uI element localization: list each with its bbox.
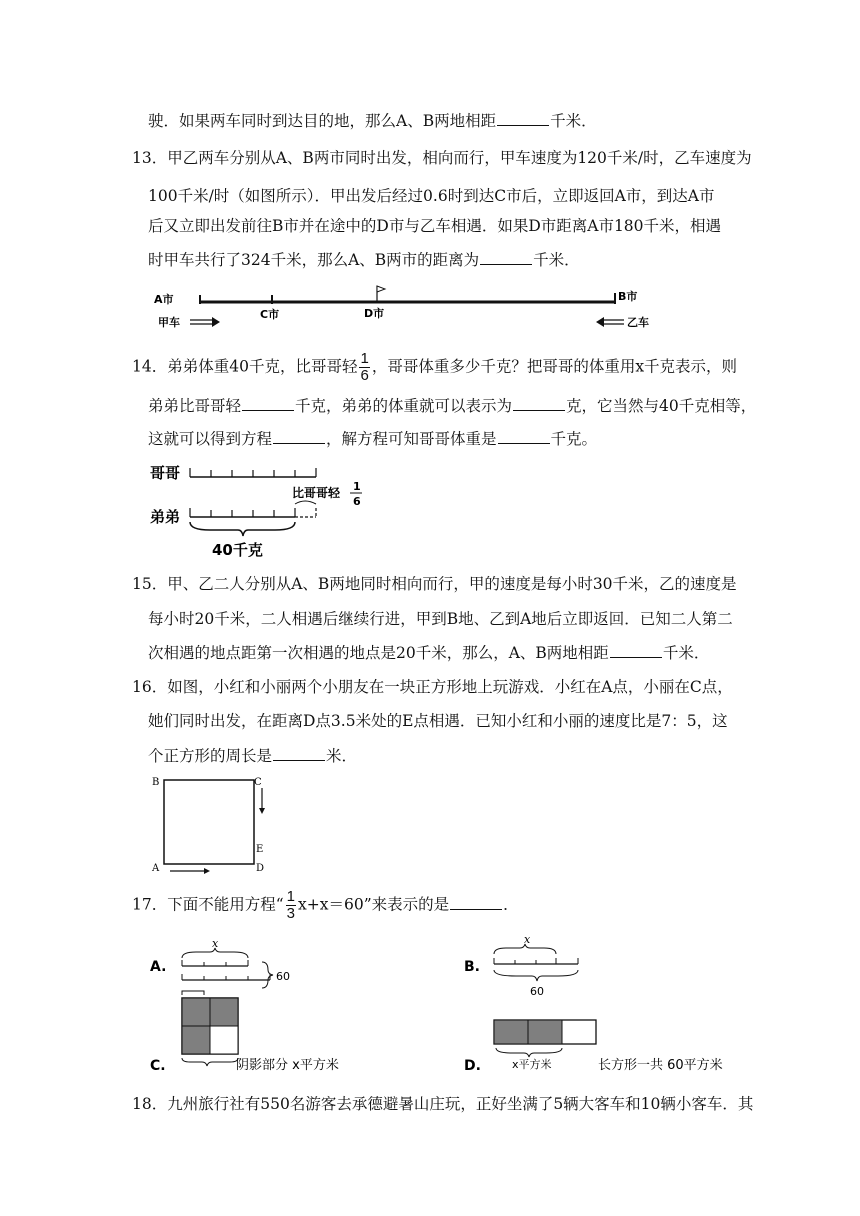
didi-ticks [190,508,295,517]
answer-blank[interactable] [480,249,532,265]
down-arrow-icon [259,788,265,814]
note-frac-den: 6 [353,495,361,508]
q15-text: 每小时20千米，二人相遇后继续行进，甲到B地、乙到A地后立即返回．已知二人第二 [148,610,733,628]
right-arrow-icon [170,868,210,874]
right-arrow-icon [190,317,220,327]
q14-text: 千克，弟弟的体重就可以表示为 [295,397,513,415]
label-d-city: D市 [364,307,385,320]
fraction-one-sixth: $\frac{1}{6}$ [360,350,369,384]
left-arrow-icon [596,317,624,327]
q13-text: 后又立即出发前往B市并在途中的D市与乙车相遇．如果D市距离A市180千米，相遇 [148,217,722,235]
q13-text: 时甲车共行了324千米，那么A、B两市的距离为 [148,251,480,269]
q14-text: 弟弟体重40千克，比哥哥轻 [167,357,358,376]
option-b-label: B. [464,959,480,975]
label-d: D [256,863,265,874]
q16-text-end: 米． [326,747,358,765]
label-c: C [254,777,262,788]
q14-text: ，解方程可知哥哥体重是 [326,430,497,448]
option-d-sub: x平方米 [512,1058,552,1071]
label-didi: 弟弟 [150,508,181,526]
q12-text-end: 千米． [550,112,597,130]
label-note: 比哥哥轻 [292,486,341,500]
q18-line-1 [132,1094,753,1114]
q15-text: 次相遇的地点距第一次相遇的地点是20千米，那么，A、B两地相距 [148,644,609,662]
q17-options-diagram [146,934,746,1080]
q14-text: 这就可以得到方程 [148,430,273,448]
q13-line-1 [132,148,752,168]
label-gege: 哥哥 [150,464,181,482]
q17-text: x+x＝60”来表示的是 [298,895,450,914]
question-number: 17． [132,895,168,914]
question-number: 14． [132,357,168,376]
q15-line-1 [132,574,737,594]
q14-text: 千克。 [550,430,598,448]
answer-blank[interactable] [610,642,662,658]
note-frac-num: 1 [353,480,361,493]
q14-line-2 [148,395,756,416]
flag-icon [377,286,385,292]
gege-ticks [190,468,316,477]
option-c-label: C. [150,1058,166,1074]
q14-text: 弟弟比哥哥轻 [148,397,242,415]
label-car-jia: 甲车 [158,316,180,329]
answer-blank[interactable] [497,110,549,126]
label-a: A [152,863,160,874]
option-a-label: A. [150,959,167,975]
q13-text-end: 千米． [533,251,580,269]
didi-brace [190,522,295,536]
option-b-sixty: 60 [530,985,544,998]
q17-text-end: ． [503,895,519,914]
q16-square-diagram [148,772,278,876]
q16-text: 她们同时出发，在距离D点3.5米处的E点相遇．已知小红和小丽的速度比是7：5，这 [148,712,728,730]
question-number: 16． [132,678,168,696]
q16-line-2 [148,711,728,731]
q16-text: 个正方形的周长是 [148,747,273,765]
label-total: 40千克 [212,541,263,559]
fraction-one-third: $\frac{1}{3}$ [286,888,296,922]
q14-segment-diagram [150,460,370,560]
q14-line-3 [148,428,597,449]
answer-blank[interactable] [498,428,550,444]
q13-line-4 [148,249,580,270]
question-number: 13． [132,149,168,167]
label-a-city: A市 [154,293,174,306]
q13-route-diagram [150,282,660,334]
q16-line-1 [132,677,733,697]
q13-text: 100千米/时（如图所示）．甲出发后经过0.6时到达C市后，立即返回A市，到达A市 [148,187,715,205]
option-c-text: 阴影部分 x平方米 [236,1058,339,1073]
q15-line-2 [148,609,733,629]
q13-line-3 [148,216,721,236]
option-d-label: D. [464,1058,481,1074]
q13-text: 甲乙两车分别从A、B两市同时出发，相向而行，甲车速度为120千米/时，乙车速度为 [167,149,752,167]
q15-text-end: 千米． [662,644,710,662]
q18-text: 九州旅行社有550名游客去承德避暑山庄玩，正好坐满了5辆大客车和10辆小客车．其 [167,1095,754,1113]
question-number: 18． [132,1095,168,1113]
label-b: B [152,777,160,788]
q15-line-3 [148,642,709,663]
label-car-yi: 乙车 [627,316,649,329]
q14-line-1 [132,351,737,384]
label-c-city: C市 [260,308,280,321]
q15-text: 甲、乙二人分别从A、B两地同时相向而行，甲的速度是每小时30千米，乙的速度是 [167,575,737,593]
q14-text: 克，它当然与40千克相等， [566,397,757,415]
q13-line-2 [148,186,714,206]
label-b-city: B市 [618,290,638,303]
option-a-sixty: 60 [276,970,290,983]
option-b-x: x [524,934,531,946]
answer-blank[interactable] [273,745,325,761]
q17-text: 下面不能用方程“ [167,895,284,914]
question-number: 15． [132,575,168,593]
label-e: E [256,844,264,855]
option-d-text: 长方形一共 60平方米 [598,1058,723,1073]
q12-text: 驶．如果两车同时到达目的地，那么A、B两地相距 [148,112,497,130]
q16-line-3 [148,745,357,766]
answer-blank[interactable] [450,894,502,910]
answer-blank[interactable] [513,395,565,411]
answer-blank[interactable] [242,395,294,411]
q12-continuation [148,110,597,131]
q17-line-1 [132,889,519,922]
q14-text: ，哥哥体重多少千克？把哥哥的体重用x千克表示，则 [371,357,738,376]
note-brace [295,501,316,504]
option-a-x: x [212,937,219,950]
answer-blank[interactable] [273,428,325,444]
square [164,780,254,864]
q16-text: 如图，小红和小丽两个小朋友在一块正方形地上玩游戏．小红在A点，小丽在C点， [167,678,733,696]
